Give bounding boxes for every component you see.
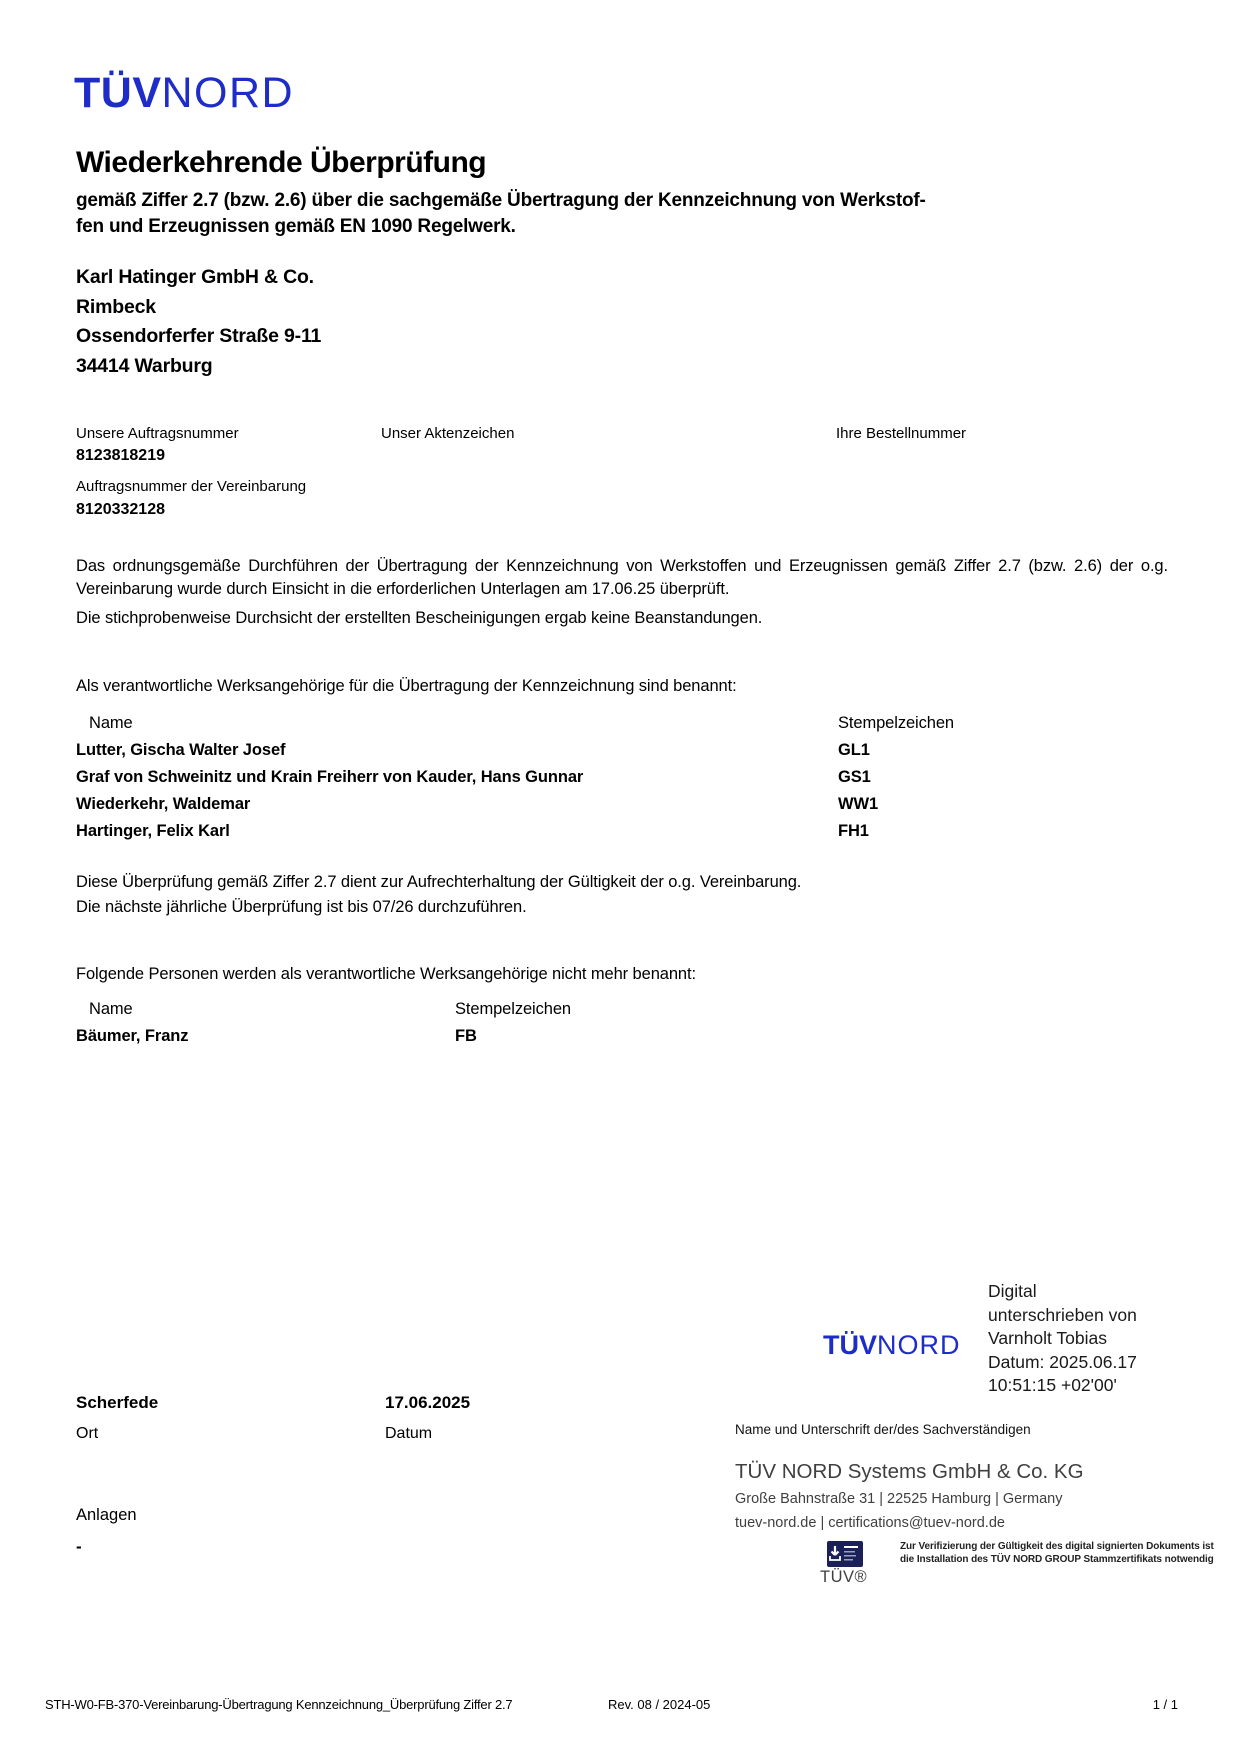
tuev-trademark: TÜV® bbox=[820, 1568, 868, 1586]
person-name: Bäumer, Franz bbox=[76, 1027, 189, 1045]
purchase-order-label: Ihre Bestellnummer bbox=[836, 425, 967, 442]
named-persons-intro: Als verantwortliche Werksangehörige für die Übertragung der Kennzeichnung sind benannt: bbox=[76, 677, 737, 695]
table-header bbox=[76, 714, 1168, 741]
footer-revision: Rev. 08 / 2024-05 bbox=[608, 1697, 711, 1712]
person-stamp: FB bbox=[455, 1027, 477, 1045]
place-label: Ort bbox=[76, 1425, 99, 1442]
tuev-nord-logo bbox=[74, 70, 294, 116]
digital-signature-line-2: unterschrieben von bbox=[988, 1304, 1137, 1325]
verification-note bbox=[900, 1541, 1214, 1566]
company-contact: tuev-nord.de | certifications@tuev-nord.de bbox=[735, 1515, 1005, 1531]
column-header-name: Name bbox=[89, 1000, 133, 1018]
subtitle-line-2: fen und Erzeugnissen gemäß EN 1090 Regelwerk. bbox=[76, 216, 516, 237]
column-header-name: Name bbox=[89, 714, 133, 732]
table-header bbox=[76, 1000, 1168, 1027]
attachments-label: Anlagen bbox=[76, 1506, 137, 1524]
certificate-download-icon bbox=[827, 1541, 863, 1567]
place-value: Scherfede bbox=[76, 1393, 159, 1412]
footer-document-id: STH-W0-FB-370-Vereinbarung-Übertragung Kennzeichnung_Überprüfung Ziffer 2.7 bbox=[45, 1697, 513, 1712]
logo-tuv-text: TÜV bbox=[74, 69, 162, 117]
person-stamp: GL1 bbox=[838, 741, 870, 759]
person-name: Wiederkehr, Waldemar bbox=[76, 795, 251, 813]
date-label: Datum bbox=[385, 1425, 433, 1442]
person-name: Graf von Schweinitz und Krain Freiherr von Kauder, Hans Gunnar bbox=[76, 768, 584, 786]
document-title: Wiederkehrende Überprüfung bbox=[76, 146, 487, 179]
recipient-company: Karl Hatinger GmbH & Co. bbox=[76, 266, 314, 288]
company-name: TÜV NORD Systems GmbH & Co. KG bbox=[735, 1460, 1084, 1483]
person-name: Lutter, Gischa Walter Josef bbox=[76, 741, 286, 759]
person-stamp: GS1 bbox=[838, 768, 871, 786]
company-address: Große Bahnstraße 31 | 22525 Hamburg | Germany bbox=[735, 1491, 1063, 1507]
digital-signature-line-1: Digital bbox=[988, 1281, 1037, 1301]
verification-note-line-2: die Installation des TÜV NORD GROUP Stammzertifikats notwendig bbox=[900, 1553, 1214, 1565]
date-value: 17.06.2025 bbox=[385, 1393, 471, 1412]
digital-signature-line-5: 10:51:15 +02'00' bbox=[988, 1375, 1117, 1395]
person-stamp: WW1 bbox=[838, 795, 879, 813]
recipient-address bbox=[76, 263, 321, 381]
logo-tuv-text: TÜV bbox=[823, 1330, 877, 1360]
column-header-stamp: Stempelzeichen bbox=[455, 1000, 572, 1018]
removed-persons-table bbox=[76, 1000, 1168, 1054]
person-stamp: FH1 bbox=[838, 822, 869, 840]
table-row bbox=[76, 1027, 1168, 1054]
named-persons-table bbox=[76, 714, 1168, 849]
validity-paragraph bbox=[76, 870, 801, 920]
footer-page-number: 1 / 1 bbox=[1152, 1697, 1178, 1712]
table-row bbox=[76, 795, 1168, 822]
inspection-paragraph-text: Das ordnungsgemäße Durchführen der Übertragung der Kennzeichnung von Werkstoffen und Erzeugnissen gemäß Ziffer 2.7 (bzw. 2.6) der o.g. Vereinbarung wurde durch Einsicht in die erforderlichen Unterlagen am 17.06.25 überprüft. bbox=[76, 557, 1168, 598]
table-row bbox=[76, 741, 1168, 768]
recipient-city: 34414 Warburg bbox=[76, 354, 213, 377]
agreement-number-label: Auftragsnummer der Vereinbarung bbox=[76, 478, 307, 495]
recipient-street: Ossendorferfer Straße 9-11 bbox=[76, 325, 322, 347]
spot-check-paragraph-text: Die stichprobenweise Durchsicht der erstellten Bescheinigungen ergab keine Beanstandungen. bbox=[76, 609, 763, 627]
logo-nord-text: NORD bbox=[161, 69, 295, 117]
file-reference-label: Unser Aktenzeichen bbox=[381, 425, 515, 442]
table-row bbox=[76, 768, 1168, 795]
subtitle-line-1: gemäß Ziffer 2.7 (bzw. 2.6) über die sachgemäße Übertragung der Kennzeichnung von Werkstof- bbox=[76, 190, 926, 211]
inspection-paragraph bbox=[76, 555, 1168, 630]
digital-signature-text bbox=[988, 1280, 1137, 1398]
column-header-stamp: Stempelzeichen bbox=[838, 714, 955, 732]
recipient-district: Rimbeck bbox=[76, 295, 156, 318]
agreement-number-value: 8120332128 bbox=[76, 501, 165, 518]
validity-line-2: Die nächste jährliche Überprüfung ist bis 07/26 durchzuführen. bbox=[76, 898, 527, 916]
digital-signature-line-3: Varnholt Tobias bbox=[988, 1328, 1108, 1348]
removed-persons-intro: Folgende Personen werden als verantwortliche Werksangehörige nicht mehr benannt: bbox=[76, 965, 696, 983]
person-name: Hartinger, Felix Karl bbox=[76, 822, 230, 840]
attachments-value: - bbox=[76, 1537, 82, 1556]
order-number-label: Unsere Auftragsnummer bbox=[76, 425, 239, 442]
verification-note-line-1: Zur Verifizierung der Gültigkeit des digital signierten Dokuments ist bbox=[900, 1541, 1214, 1552]
logo-nord-text: NORD bbox=[877, 1330, 961, 1360]
signature-tuev-nord-logo bbox=[823, 1330, 961, 1360]
table-row bbox=[76, 822, 1168, 849]
validity-line-1: Diese Überprüfung gemäß Ziffer 2.7 dient zur Aufrechterhaltung der Gültigkeit der o.g. Vereinbarung. bbox=[76, 873, 802, 891]
document-subtitle bbox=[76, 188, 926, 240]
signature-caption: Name und Unterschrift der/des Sachverständigen bbox=[735, 1422, 1031, 1437]
digital-signature-line-4: Datum: 2025.06.17 bbox=[988, 1351, 1137, 1372]
order-number-value: 8123818219 bbox=[76, 447, 165, 464]
